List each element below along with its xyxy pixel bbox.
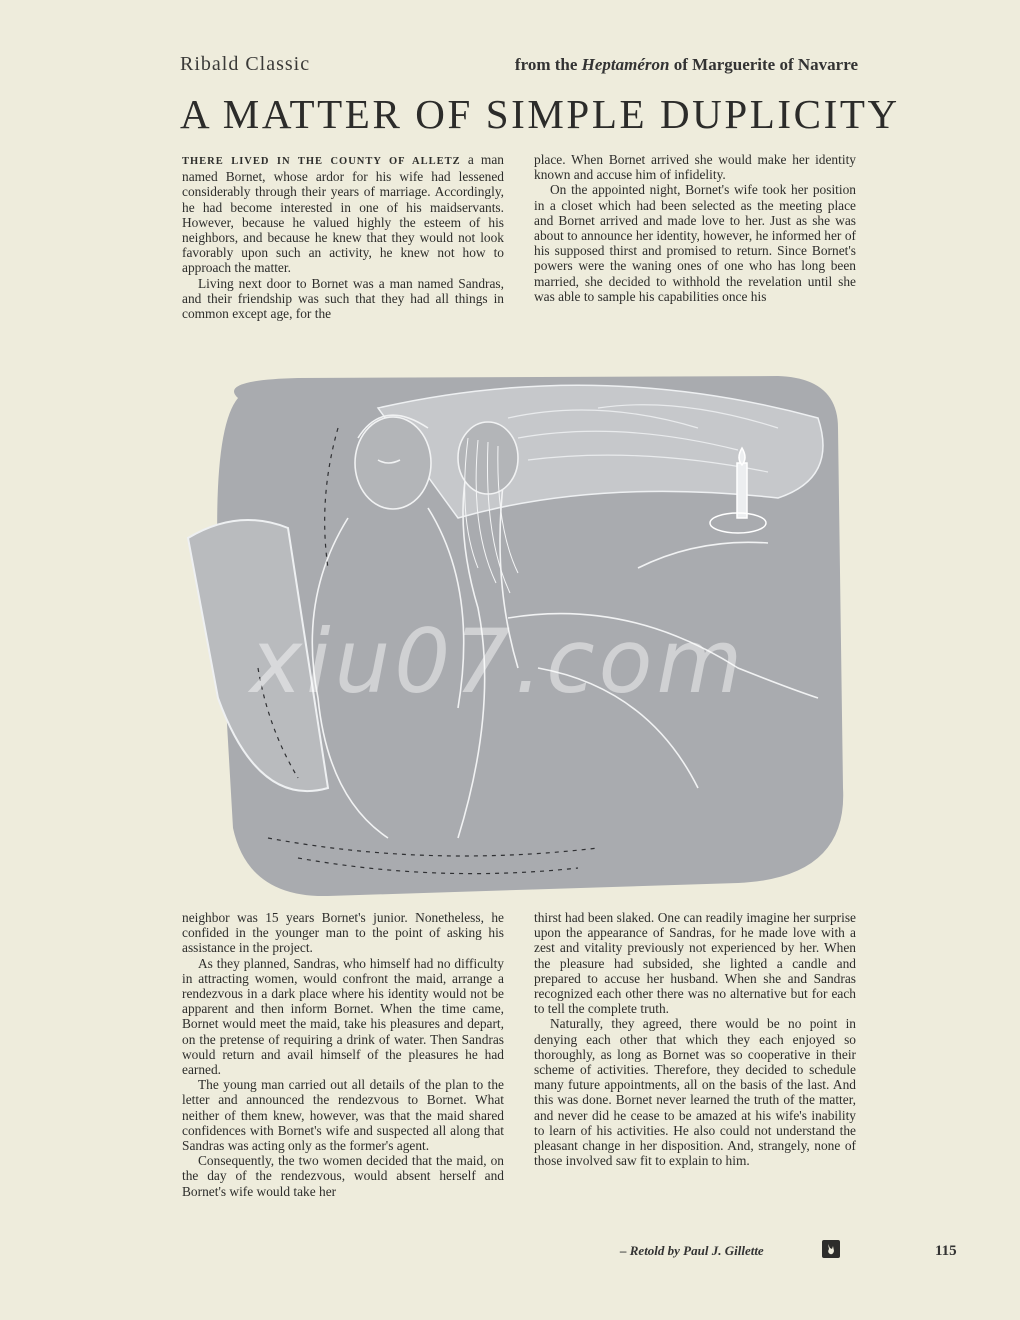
column-bottom-left	[182, 910, 504, 1199]
source-title: Heptaméron	[581, 55, 670, 74]
source-from: from the	[514, 55, 578, 74]
lead-in: THERE LIVED IN THE COUNTY OF ALLETZ	[182, 156, 461, 167]
author-credit: – Retold by Paul J. Gillette	[620, 1243, 764, 1258]
paragraph: place. When Bornet arrived she would make her identity known and accuse him of infidelity.	[534, 152, 856, 183]
source-line	[515, 55, 858, 75]
paragraph: As they planned, Sandras, who himself had no difficulty in attracting women, would confront the maid, arrange a rendezvous in a dark place where his identity would not be apparent and then inform Bornet. When the time came, Bornet would meet the maid, take his pleasures and depart, on the pretense of requiring a drink of water. Then Sandras would return and avail himself of the pleasures he had earned.	[182, 955, 504, 1078]
paragraph: Naturally, they agreed, there would be no point in denying each other that which they each enjoyed so thoroughly, as long as Bornet was so cooperative in their scheme of activities. Therefore, they decided to schedule many future appointments, all on the basis of the last. And this was done. Bornet never learned the truth of the matter, and never did he cease to be amazed at his wife's inability to learn of his activities. He also could not understand the pleasant change in her disposition. And, strangely, none of those involved saw fit to explain to him.	[534, 1016, 856, 1169]
paragraph: Consequently, the two women decided that the maid, on the day of the rendezvous, would absent herself and Bornet's wife would take her	[182, 1153, 504, 1199]
source-of: of Marguerite of Navarre	[673, 55, 858, 74]
paragraph-text: a man named Bornet, whose ardor for his wife had lessened considerably through their years of marriage. Accordingly, he had become interested in one of his maidservants. However, because he valued highly the esteem of his neighbors, and because he knew that they would not look favorably upon such an activity, he knew not how to approach the matter.	[182, 152, 504, 276]
paragraph	[182, 152, 504, 276]
paragraph: The young man carried out all details of the plan to the letter and announced the rendezvous to Bornet. What neither of them knew, however, was that the maid shared confidences with Bornet's wife and suspected all along that Sandras was acting only as the former's agent.	[182, 1077, 504, 1154]
column-top-left	[182, 152, 504, 321]
section-label: Ribald Classic	[180, 53, 311, 75]
paragraph: On the appointed night, Bornet's wife took her position in a closet which had been selected as the meeting place and Bornet arrived and made love to her. Just as she was about to announce her identity, however, he informed her of his supposed thirst and promised to return. Since Bornet's powers were the waning ones of one who has long been married, she decided to withhold the revelation until she was able to sample his capabilities once his	[534, 182, 856, 304]
column-bottom-right	[534, 910, 856, 1168]
article-title: A MATTER OF SIMPLE DUPLICITY	[180, 91, 900, 137]
page-number: 115	[935, 1243, 957, 1259]
paragraph: Living next door to Bornet was a man named Sandras, and their friendship was such that they had all things in common except age, for the	[182, 275, 504, 322]
watermark: xiu07.com	[250, 610, 747, 713]
paragraph: thirst had been slaked. One can readily imagine her surprise upon the appearance of Sandras, for he made love with a zest and vitality previously not experienced by her. When the pleasure had subsided, she lighted a candle and prepared to accuse her husband. When she and Sandras recognized each other there was no alternative but for each to tell the complete truth.	[534, 910, 856, 1017]
paragraph: neighbor was 15 years Bornet's junior. Nonetheless, he confided in the younger man to the point of asking his assistance in the project.	[182, 910, 504, 956]
column-top-right	[534, 152, 856, 304]
rabbit-logo-icon	[822, 1240, 840, 1258]
